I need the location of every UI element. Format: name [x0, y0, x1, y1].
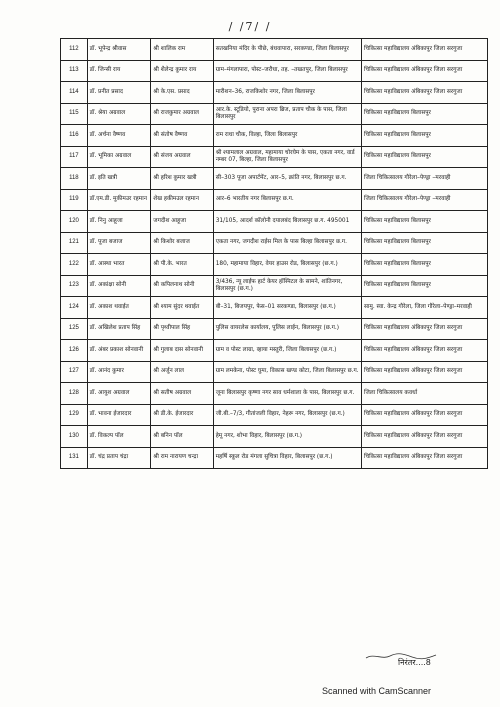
- father-name-cell: जगदीश आहूजा: [151, 211, 213, 233]
- institution-cell: चिकित्सा महाविद्यालय अंबिकापुर जिला सरगुजा: [361, 318, 487, 340]
- father-name-cell: श्री अर्जुन लाल: [151, 361, 213, 383]
- table-row: [61, 39, 488, 61]
- serial-number-cell: 120: [61, 211, 88, 233]
- institution-cell: चिकित्सा महाविद्यालय अंबिकापुर जिला सरगुजा: [361, 39, 487, 61]
- table-row: [61, 168, 488, 190]
- institution-cell: चिकित्सा महाविद्यालय अंबिकापुर जिला सरगुजा: [361, 82, 487, 104]
- institution-cell: जिला चिकित्सालय गौरेला–पेण्ड्रा –मरवाही: [361, 189, 487, 211]
- serial-number-cell: 130: [61, 426, 88, 448]
- name-cell: डॉ. आनंद कुमार: [87, 361, 151, 383]
- institution-cell: चिकित्सा महाविद्यालय अंबिकापुर जिला सरगुजा: [361, 426, 487, 448]
- institution-cell: चिकित्सा महाविद्यालय अंबिकापुर जिला सरगुजा: [361, 340, 487, 362]
- father-name-cell: श्री किशोर बजाज: [151, 232, 213, 254]
- institution-cell: जिला चिकित्सालय कवर्धा: [361, 383, 487, 405]
- father-name-cell: श्री पृथ्वीपाल सिंह: [151, 318, 213, 340]
- table-row: [61, 361, 488, 383]
- continued-note: निरंतर....8: [398, 658, 431, 667]
- address-cell: जी.बी.–7/3, गीतांजली विहार, नेहरू नगर, बिलासपुर (छ.ग.): [213, 404, 361, 426]
- table-row: [61, 232, 488, 254]
- serial-number-cell: 128: [61, 383, 88, 405]
- name-cell: डॉ. जिन्सी राय: [87, 60, 151, 82]
- serial-number-cell: 115: [61, 103, 88, 125]
- address-cell: महर्षि स्कूल रोड मंगला सुचित्रा विहार, बिलासपुर (छ.ग.): [213, 447, 361, 469]
- name-cell: डॉ. आस्था भारत: [87, 254, 151, 276]
- institution-cell: चिकित्सा महाविद्यालय बिलासपुर: [361, 275, 487, 297]
- institution-cell: चिकित्सा महाविद्यालय बिलासपुर: [361, 125, 487, 147]
- address-cell: ग्राम लमकेना, पोस्ट घुमा, विकास खण्ड कोटा, जिला बिलासपुर छ.ग.: [213, 361, 361, 383]
- serial-number-cell: 131: [61, 447, 88, 469]
- institution-cell: चिकित्सा महाविद्यालय अंबिकापुर जिला सरगुजा: [361, 447, 487, 469]
- address-cell: राम राधा चौक, विल्हा, जिला बिलासपुर: [213, 125, 361, 147]
- table-row: [61, 340, 488, 362]
- address-cell: 31/105, आदर्श कॉलोनी दयालबंद बिलासपुर छ.ग. 495001: [213, 211, 361, 233]
- name-cell: डॉ. भूमिका अग्रवाल: [87, 146, 151, 168]
- father-name-cell: श्री राजकुमार अग्रवाल: [151, 103, 213, 125]
- address-cell: 180, महामाया विहार, वेयर हाउस रोड, बिलासपुर (छ.ग.): [213, 254, 361, 276]
- address-cell: मारीशन–36, राजकिशोर नगर, जिला बिलासपुर: [213, 82, 361, 104]
- father-name-cell: शेख हकीमउल रहमान: [151, 189, 213, 211]
- address-cell: हेमू नगर, शोभा विहार, बिलासपुर (छ.ग.): [213, 426, 361, 448]
- table-row: [61, 189, 488, 211]
- page-number: / /7/ /: [228, 20, 272, 33]
- name-cell: डॉ. आयुश अग्रवाल: [87, 383, 151, 405]
- serial-number-cell: 127: [61, 361, 88, 383]
- father-name-cell: श्री राम नारायण चन्द्रा: [151, 447, 213, 469]
- name-cell: डॉ. इति खत्री: [87, 168, 151, 190]
- table-row: [61, 211, 488, 233]
- serial-number-cell: 126: [61, 340, 88, 362]
- name-cell: डॉ. पूजा बजाज: [87, 232, 151, 254]
- address-cell: आर–6 भारतीय नगर बिलासपुर छ.ग.: [213, 189, 361, 211]
- address-cell: पुलिस वायरलेस कार्यालय, पुलिस लाईन, बिलासपुर (छ.ग.): [213, 318, 361, 340]
- father-name-cell: श्री संतोष वैष्णव: [151, 125, 213, 147]
- institution-cell: चिकित्सा महाविद्यालय अंबिकापुर जिला सरगुजा: [361, 404, 487, 426]
- name-cell: डॉ. निनु आहूजा: [87, 211, 151, 233]
- address-cell: 3/436, न्यू लाईफ हार्ट केयर हॉस्पिटल के सामने, शांतिनगर, बिलासपुर (छ.ग.): [213, 275, 361, 297]
- name-cell: डॉ. अकांक्षा सोनी: [87, 275, 151, 297]
- institution-cell: सामु. स्वा. केन्द्र गौरेला, जिला गौरेला–पेण्ड्रा–मरवाही: [361, 297, 487, 319]
- institution-cell: चिकित्सा महाविद्यालय अंबिकापुर जिला सरगुजा: [361, 60, 487, 82]
- father-name-cell: श्री संजय अग्रवाल: [151, 146, 213, 168]
- address-cell: श्री श्यामलाल अग्रवाल, महामाया चोरघेम के पास, एकता नगर, वार्ड नम्बर 07, बिल्हा, जिला बिलासपुर: [213, 146, 361, 168]
- name-cell: डॉ. अखिलेश प्रताप सिंह: [87, 318, 151, 340]
- table-row: [61, 103, 488, 125]
- institution-cell: चिकित्सा महाविद्यालय बिलासपुर: [361, 211, 487, 233]
- serial-number-cell: 112: [61, 39, 88, 61]
- table-row: [61, 383, 488, 405]
- table-row: [61, 125, 488, 147]
- address-cell: ग्राम व पोस्ट लाग्रा, व्हाया मस्तुरी, जिला बिलासपुर (छ.ग.): [213, 340, 361, 362]
- address-cell: आर.के. स्टूडियो, पुराना अपरा ब्रिज, प्रताप चौक के पास, जिला बिलासपुर: [213, 103, 361, 125]
- institution-cell: चिकित्सा महाविद्यालय बिलासपुर: [361, 146, 487, 168]
- table-row: [61, 318, 488, 340]
- institution-cell: चिकित्सा महाविद्यालय बिलासपुर: [361, 103, 487, 125]
- address-cell: जूना बिलासपुर कृष्णा नगर साव धर्मशाला के पास, बिलासपुर छ.ग.: [213, 383, 361, 405]
- name-cell: डॉ. प्रनीत प्रसाद: [87, 82, 151, 104]
- table-row: [61, 275, 488, 297]
- table-row: [61, 146, 488, 168]
- serial-number-cell: 117: [61, 146, 88, 168]
- father-name-cell: श्री हरिश कुमार खत्री: [151, 168, 213, 190]
- father-name-cell: श्री कपिलनाथ सोनी: [151, 275, 213, 297]
- institution-cell: चिकित्सा महाविद्यालय बिलासपुर: [361, 254, 487, 276]
- address-cell: सतखनिया मंदिर के पीछे, बंधवापारा, सरकण्डा, जिला बिलासपुर: [213, 39, 361, 61]
- serial-number-cell: 123: [61, 275, 88, 297]
- serial-number-cell: 119: [61, 189, 88, 211]
- serial-number-cell: 125: [61, 318, 88, 340]
- father-name-cell: श्री सतीष अग्रवाल: [151, 383, 213, 405]
- serial-number-cell: 116: [61, 125, 88, 147]
- table-row: [61, 404, 488, 426]
- serial-number-cell: 121: [61, 232, 88, 254]
- scanner-watermark: Scanned with CamScanner: [322, 686, 432, 696]
- institution-cell: जिला चिकित्सालय गौरेला–पेण्ड्रा –मरवाही: [361, 168, 487, 190]
- name-cell: डॉ. चंद्र प्रताप चंद्रा: [87, 447, 151, 469]
- address-cell: सी–303 पूजा अपार्टमेंट, आर–5, क्रांति नगर, बिलासपुर छ.ग.: [213, 168, 361, 190]
- table-row: [61, 254, 488, 276]
- father-name-cell: श्री श्याम सुंदर थवाईत: [151, 297, 213, 319]
- name-cell: डॉ.एम.डी. मुकीमउर रहमान: [87, 189, 151, 211]
- father-name-cell: श्री बनिन पॉल: [151, 426, 213, 448]
- name-cell: डॉ. अंबर प्रकाश सोनवानी: [87, 340, 151, 362]
- table-row: [61, 82, 488, 104]
- institution-cell: चिकित्सा महाविद्यालय अंबिकापुर जिला सरगुजा: [361, 361, 487, 383]
- table-row: [61, 447, 488, 469]
- address-cell: बी–31, बिजयपुर, फेस–01 सरकण्डा, बिलासपुर (छ.ग.): [213, 297, 361, 319]
- address-cell: ग्राम–मंगलापारा, पोस्ट–जरौधा, तह. –तखतपुर, जिला बिलासपुर: [213, 60, 361, 82]
- table-body: [61, 39, 488, 469]
- name-cell: डॉ. अर्चना वैष्णव: [87, 125, 151, 147]
- name-cell: डॉ. भूपेन्द्र श्रीवास: [87, 39, 151, 61]
- address-cell: एकता नगर, जगदीश राईस मिल के पास बिल्हा बिलासपुर छ.ग.: [213, 232, 361, 254]
- serial-number-cell: 113: [61, 60, 88, 82]
- father-name-cell: श्री शालिक राम: [151, 39, 213, 61]
- father-name-cell: श्री के.एस. प्रसाद: [151, 82, 213, 104]
- serial-number-cell: 124: [61, 297, 88, 319]
- doctor-list-table: [60, 38, 488, 469]
- table-row: [61, 426, 488, 448]
- name-cell: डॉ. विकल्प पॉल: [87, 426, 151, 448]
- name-cell: डॉ. अकाश थवाईत: [87, 297, 151, 319]
- father-name-cell: श्री डी.के. ईजारदार: [151, 404, 213, 426]
- name-cell: डॉ. भावना ईजारदार: [87, 404, 151, 426]
- serial-number-cell: 122: [61, 254, 88, 276]
- name-cell: डॉ. श्रेया अग्रवाल: [87, 103, 151, 125]
- father-name-cell: श्री शैलेन्द्र कुमार राय: [151, 60, 213, 82]
- serial-number-cell: 114: [61, 82, 88, 104]
- serial-number-cell: 118: [61, 168, 88, 190]
- serial-number-cell: 129: [61, 404, 88, 426]
- table-row: [61, 297, 488, 319]
- father-name-cell: श्री गुलाब दास सोनवानी: [151, 340, 213, 362]
- institution-cell: चिकित्सा महाविद्यालय बिलासपुर: [361, 232, 487, 254]
- father-name-cell: श्री पी.के. भारत: [151, 254, 213, 276]
- table-row: [61, 60, 488, 82]
